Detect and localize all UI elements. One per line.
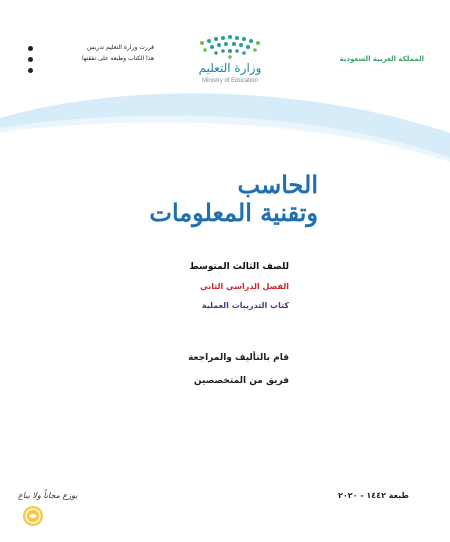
edition-label: طبعة ١٤٤٢ - ٢٠٢٠ [338,491,409,500]
note-item [36,44,156,54]
decorative-swoosh [0,88,450,178]
note-text: قررت وزارة التعليم تدريس [87,44,154,51]
decision-notes [36,44,156,77]
bullet-icon [28,68,33,73]
book-title-line2: وتقنية المعلومات [149,198,318,227]
ministry-name-ar: وزارة التعليم [198,61,262,75]
grade-label: للصف الثالث المتوسط [189,262,289,272]
ministry-dots-icon [190,34,270,60]
note-text: هذا الكتاب وطبعه على نفقتها [81,55,154,62]
book-type-label: كتاب التدريبات العملية [201,301,289,310]
ministry-name-en: Ministry of Education [202,78,258,84]
ministry-logo [190,34,270,96]
country-name: المملكة العربية السعودية [339,55,424,63]
note-item [36,55,156,65]
credits-line1: قام بالتأليف والمراجعة [188,353,289,363]
bullet-icon [28,46,33,51]
coin-icon [22,505,44,527]
free-distribution-label: يوزع مجاناً ولا يباع [18,491,78,500]
note-item [36,66,156,76]
semester-label: الفصل الدراسي الثاني [200,282,289,291]
credits-line2: فريق من المتخصصين [193,376,289,386]
bullet-icon [28,57,33,62]
book-title-line1: الحاسب [237,170,318,199]
